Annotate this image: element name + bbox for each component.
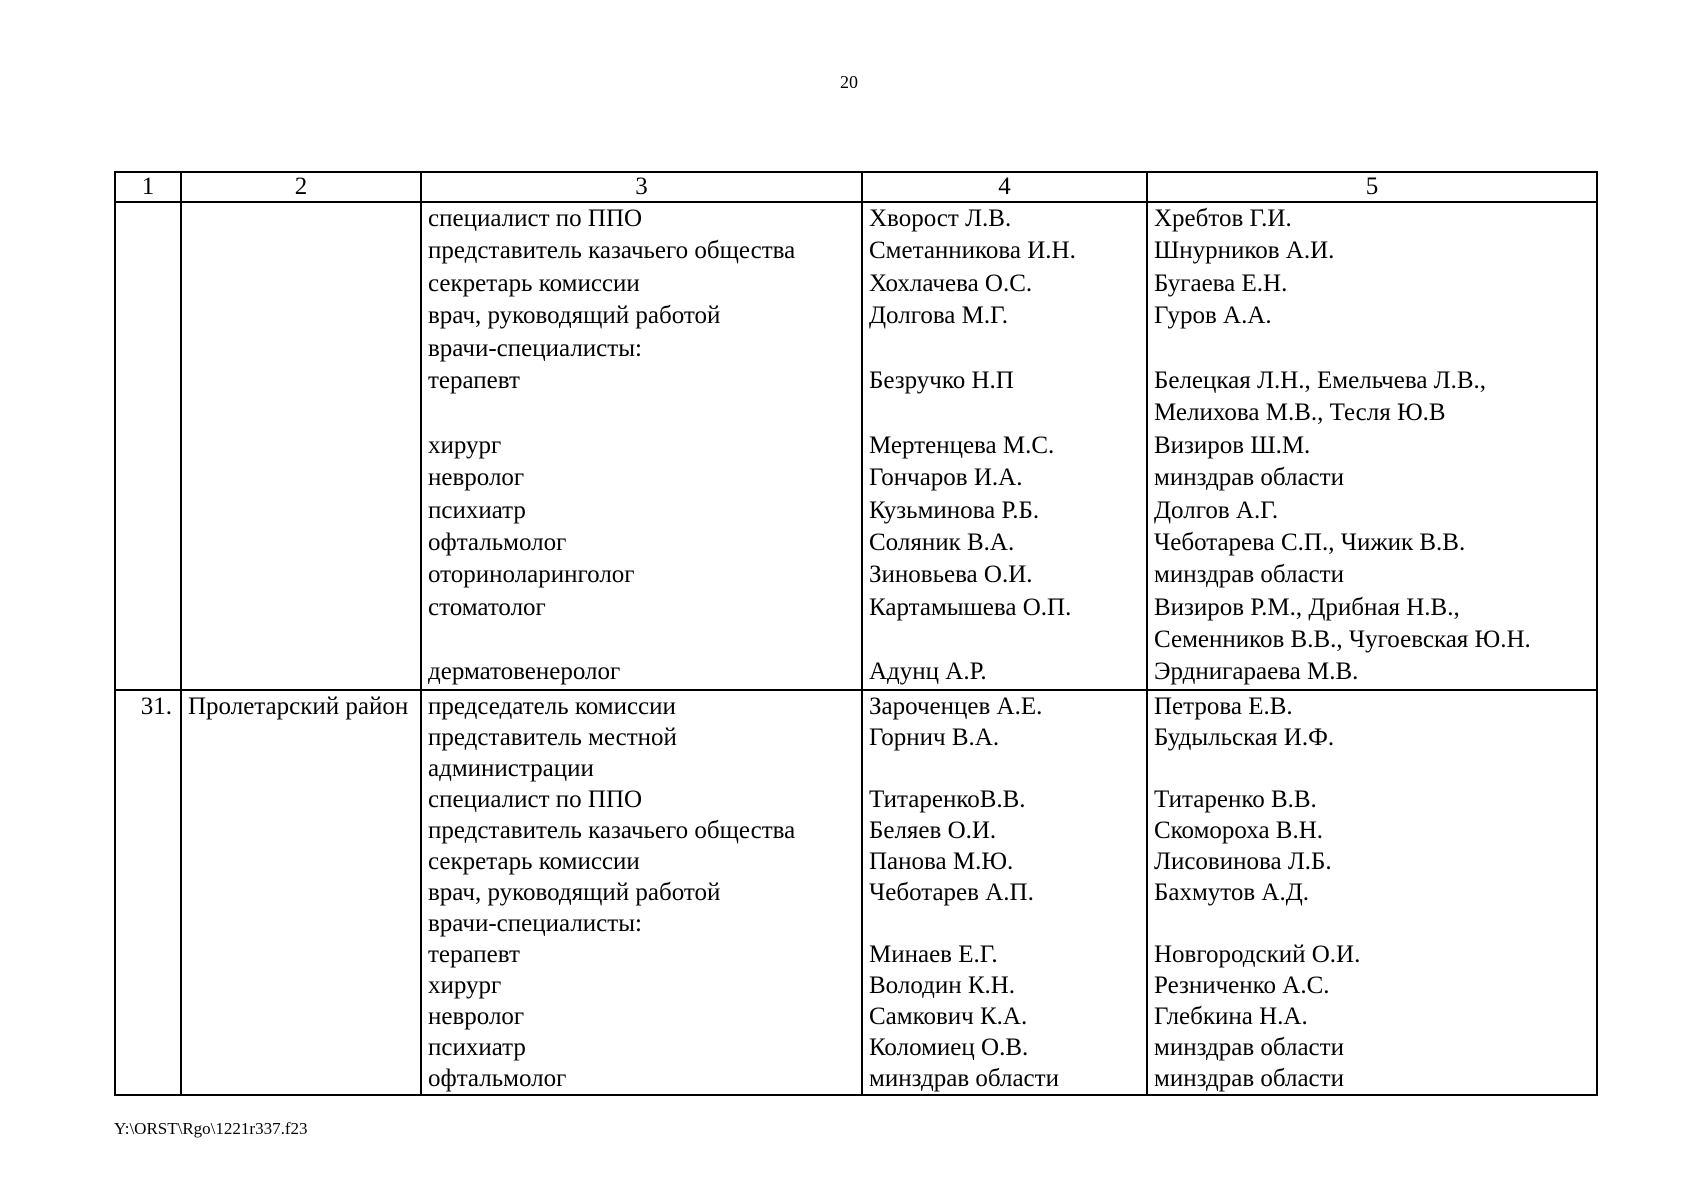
cell-line [1148,333,1596,365]
cell-line: Зиновьева О.И. [869,561,1033,589]
cell-line: представитель местной [428,723,677,751]
column-number-1: 1 [115,172,181,202]
cell-line: Самкович К.А. [869,1002,1028,1030]
cell-line: хирург [428,431,502,459]
cell-line: дерматовенеролог [428,658,621,686]
cell-line: Шнурников А.И. [1154,237,1335,265]
cell-line: оториноларинголог [428,561,635,589]
cell-line [422,397,861,429]
main-member-column [862,690,1147,1095]
cell-line: представитель казачьего общества [428,237,796,265]
cell-line: врач, руководящий работой [428,302,721,330]
cell-line [863,397,1146,429]
cell-line: Коломиец О.В. [869,1033,1029,1061]
cell-line: Гуров А.А. [1154,302,1272,330]
column-number-5: 5 [1147,172,1597,202]
cell-line: Адунц А.Р. [869,658,987,686]
cell-line: Горнич В.А. [869,723,1000,751]
cell-line: психиатр [428,496,526,524]
cell-line: врач, руководящий работой [428,878,721,906]
cell-line: Чеботарева С.П., Чижик В.В. [1154,528,1466,556]
cell-line: Хворост Л.В. [869,205,1012,232]
column-number-4: 4 [862,172,1147,202]
page-number: 20 [840,72,858,92]
cell-line: хирург [428,971,502,999]
cell-line: невролог [428,1002,525,1030]
cell-line: Резниченко А.С. [1154,971,1330,999]
cell-line: терапевт [428,940,520,968]
cell-line: минздрав области [869,1064,1059,1092]
cell-line: Долгова М.Г. [869,302,1009,330]
cell-line: минздрав области [1154,1064,1344,1092]
cell-line: секретарь комиссии [428,847,640,875]
cell-line: невролог [428,464,525,492]
cell-line: минздрав области [1154,1033,1344,1061]
cell-line [1148,908,1596,939]
cell-line: секретарь комиссии [428,269,640,297]
cell-line: минздрав области [1154,561,1344,589]
table-row [115,690,1597,1095]
cell-line: Глебкина Н.А. [1154,1002,1308,1030]
cell-line: Зароченцев А.Е. [869,692,1043,720]
column-number-2: 2 [181,172,421,202]
column-number-3: 3 [421,172,862,202]
cell-line: Минаев Е.Г. [869,940,998,968]
cell-line: Хохлачева О.С. [869,269,1033,297]
cell-line: Новгородский О.И. [1154,940,1361,968]
cell-line: врачи-специалисты: [428,909,642,937]
cell-line: Белецкая Л.Н., Емельчева Л.В., [1154,366,1487,394]
cell-line: терапевт [428,366,520,394]
cell-line: представитель казачьего общества [428,816,796,844]
cell-line: Эрднигараева М.В. [1154,658,1359,686]
position-column [421,202,862,690]
reserve-member-column [1147,690,1597,1095]
cell-line: Лисовинова Л.Б. [1154,847,1332,875]
cell-line [1148,753,1596,784]
district-name: Пролетарский район [181,690,421,1095]
cell-line: Картамышева О.П. [869,593,1072,621]
cell-line: офтальмолог [428,1064,567,1092]
commission-table [114,171,1598,1096]
cell-line: Будыльская И.Ф. [1154,723,1335,751]
cell-line: Гончаров И.А. [869,464,1023,492]
cell-line: психиатр [428,1033,526,1061]
cell-line: Долгов А.Г. [1154,496,1279,524]
cell-line: Соляник В.А. [869,528,1015,556]
row-number [115,202,181,690]
cell-line: Титаренко В.В. [1154,785,1317,813]
cell-line: специалист по ППО [428,205,643,232]
cell-line: стоматолог [428,593,546,621]
cell-line [863,753,1146,784]
cell-line: Семенников В.В., Чугоевская Ю.Н. [1154,626,1531,654]
cell-line: офтальмолог [428,528,567,556]
cell-line: Панова М.Ю. [869,847,1014,875]
cell-line: Бахмутов А.Д. [1154,878,1310,906]
cell-line: Беляев О.И. [869,816,997,844]
cell-line: Мертенцева М.С. [869,431,1055,459]
main-member-column [862,202,1147,690]
cell-line: Скомороха В.Н. [1154,816,1324,844]
cell-line [422,624,861,656]
cell-line [863,908,1146,939]
cell-line: Безручко Н.П [869,366,1014,394]
table-row [115,202,1597,690]
cell-line: Чеботарев А.П. [869,878,1034,906]
cell-line: администрации [428,754,594,782]
position-column [421,690,862,1095]
cell-line: ТитаренкоВ.В. [869,785,1026,813]
cell-line: специалист по ППО [428,785,643,813]
cell-line: минздрав области [1154,464,1344,492]
cell-line: Петрова Е.В. [1154,692,1293,720]
file-path: Y:\ORST\Rgo\1221r337.f23 [114,1119,308,1138]
cell-line: председатель комиссии [428,692,676,720]
cell-line: Хребтов Г.И. [1154,205,1292,232]
reserve-member-column [1147,202,1597,690]
cell-line [863,333,1146,365]
cell-line: Визиров Ш.М. [1154,431,1311,459]
cell-line: Бугаева Е.Н. [1154,269,1288,297]
cell-line: Сметанникова И.Н. [869,237,1076,265]
cell-line: Володин К.Н. [869,971,1016,999]
cell-line [863,624,1146,656]
district-name [181,202,421,690]
cell-line: врачи-специалисты: [428,334,642,362]
cell-line: Визиров Р.М., Дрибная Н.В., [1154,593,1460,621]
cell-line: Мелихова М.В., Тесля Ю.В [1154,399,1446,427]
cell-line: Кузьминова Р.Б. [869,496,1040,524]
table-header-row [115,172,1597,202]
row-number: 31. [115,690,181,1095]
